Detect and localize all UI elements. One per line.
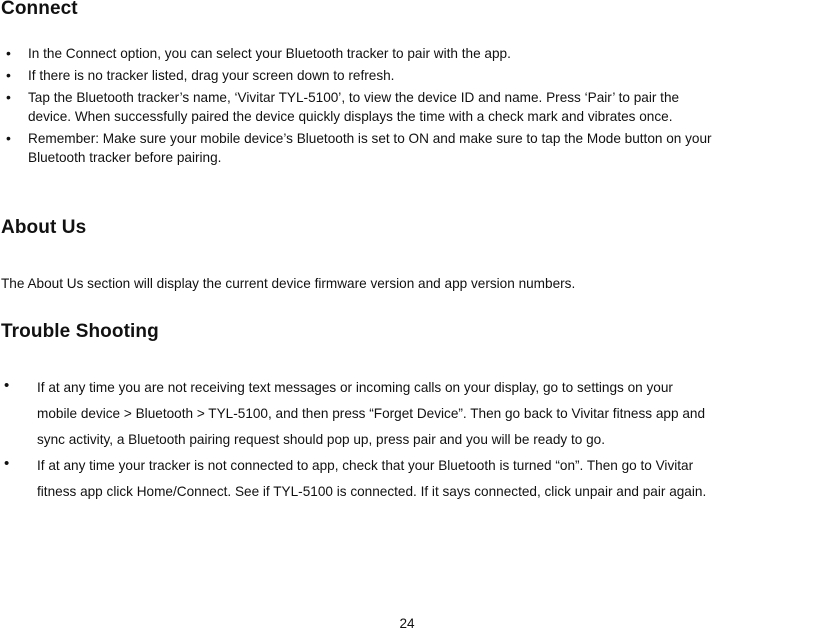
list-item-line: • In the Connect option, you can select your Bluetooth tracker to pair with the app. [28, 46, 511, 61]
list-item-line: • If at any time you are not receiving text messages or incoming calls on your display, go to settings on your [37, 380, 673, 395]
page-number: 24 [399, 616, 415, 631]
trouble-shooting-bullet-list [0, 375, 814, 505]
connect-bullet-list [0, 44, 814, 170]
connect-heading: Connect [1, 0, 78, 19]
list-item [0, 129, 814, 167]
list-item [0, 453, 814, 505]
list-item [0, 88, 814, 126]
list-item-line: • If at any time your tracker is not connected to app, check that your Bluetooth is turned “on”. Then go to Vivitar [37, 458, 694, 473]
trouble-shooting-heading: Trouble Shooting [1, 321, 159, 342]
list-item [0, 66, 814, 85]
list-item-line: fitness app click Home/Connect. See if TYL-5100 is connected. If it says connected, click unpair and pair again. [37, 484, 707, 499]
list-item-line: device. When successfully paired the device quickly displays the time with a check mark and vibrates once. [28, 109, 673, 124]
about-paragraph: The About Us section will display the current device firmware version and app version numbers. [1, 276, 576, 291]
list-item-line: sync activity, a Bluetooth pairing request should pop up, press pair and you will be ready to go. [37, 432, 605, 447]
list-item [0, 44, 814, 63]
list-item-line: • If there is no tracker listed, drag your screen down to refresh. [28, 68, 395, 83]
list-item-line: • Tap the Bluetooth tracker’s name, ‘Vivitar TYL-5100’, to view the device ID and name. Press ‘Pair’ to pair the [28, 90, 680, 105]
list-item-line: • Remember: Make sure your mobile device’s Bluetooth is set to ON and make sure to tap the Mode button on your [28, 131, 712, 146]
about-heading: About Us [1, 217, 87, 238]
list-item-line: mobile device > Bluetooth > TYL-5100, and then press “Forget Device”. Then go back to Vivitar fitness app and [37, 406, 705, 421]
list-item [0, 375, 814, 453]
list-item-line: Bluetooth tracker before pairing. [28, 150, 222, 165]
